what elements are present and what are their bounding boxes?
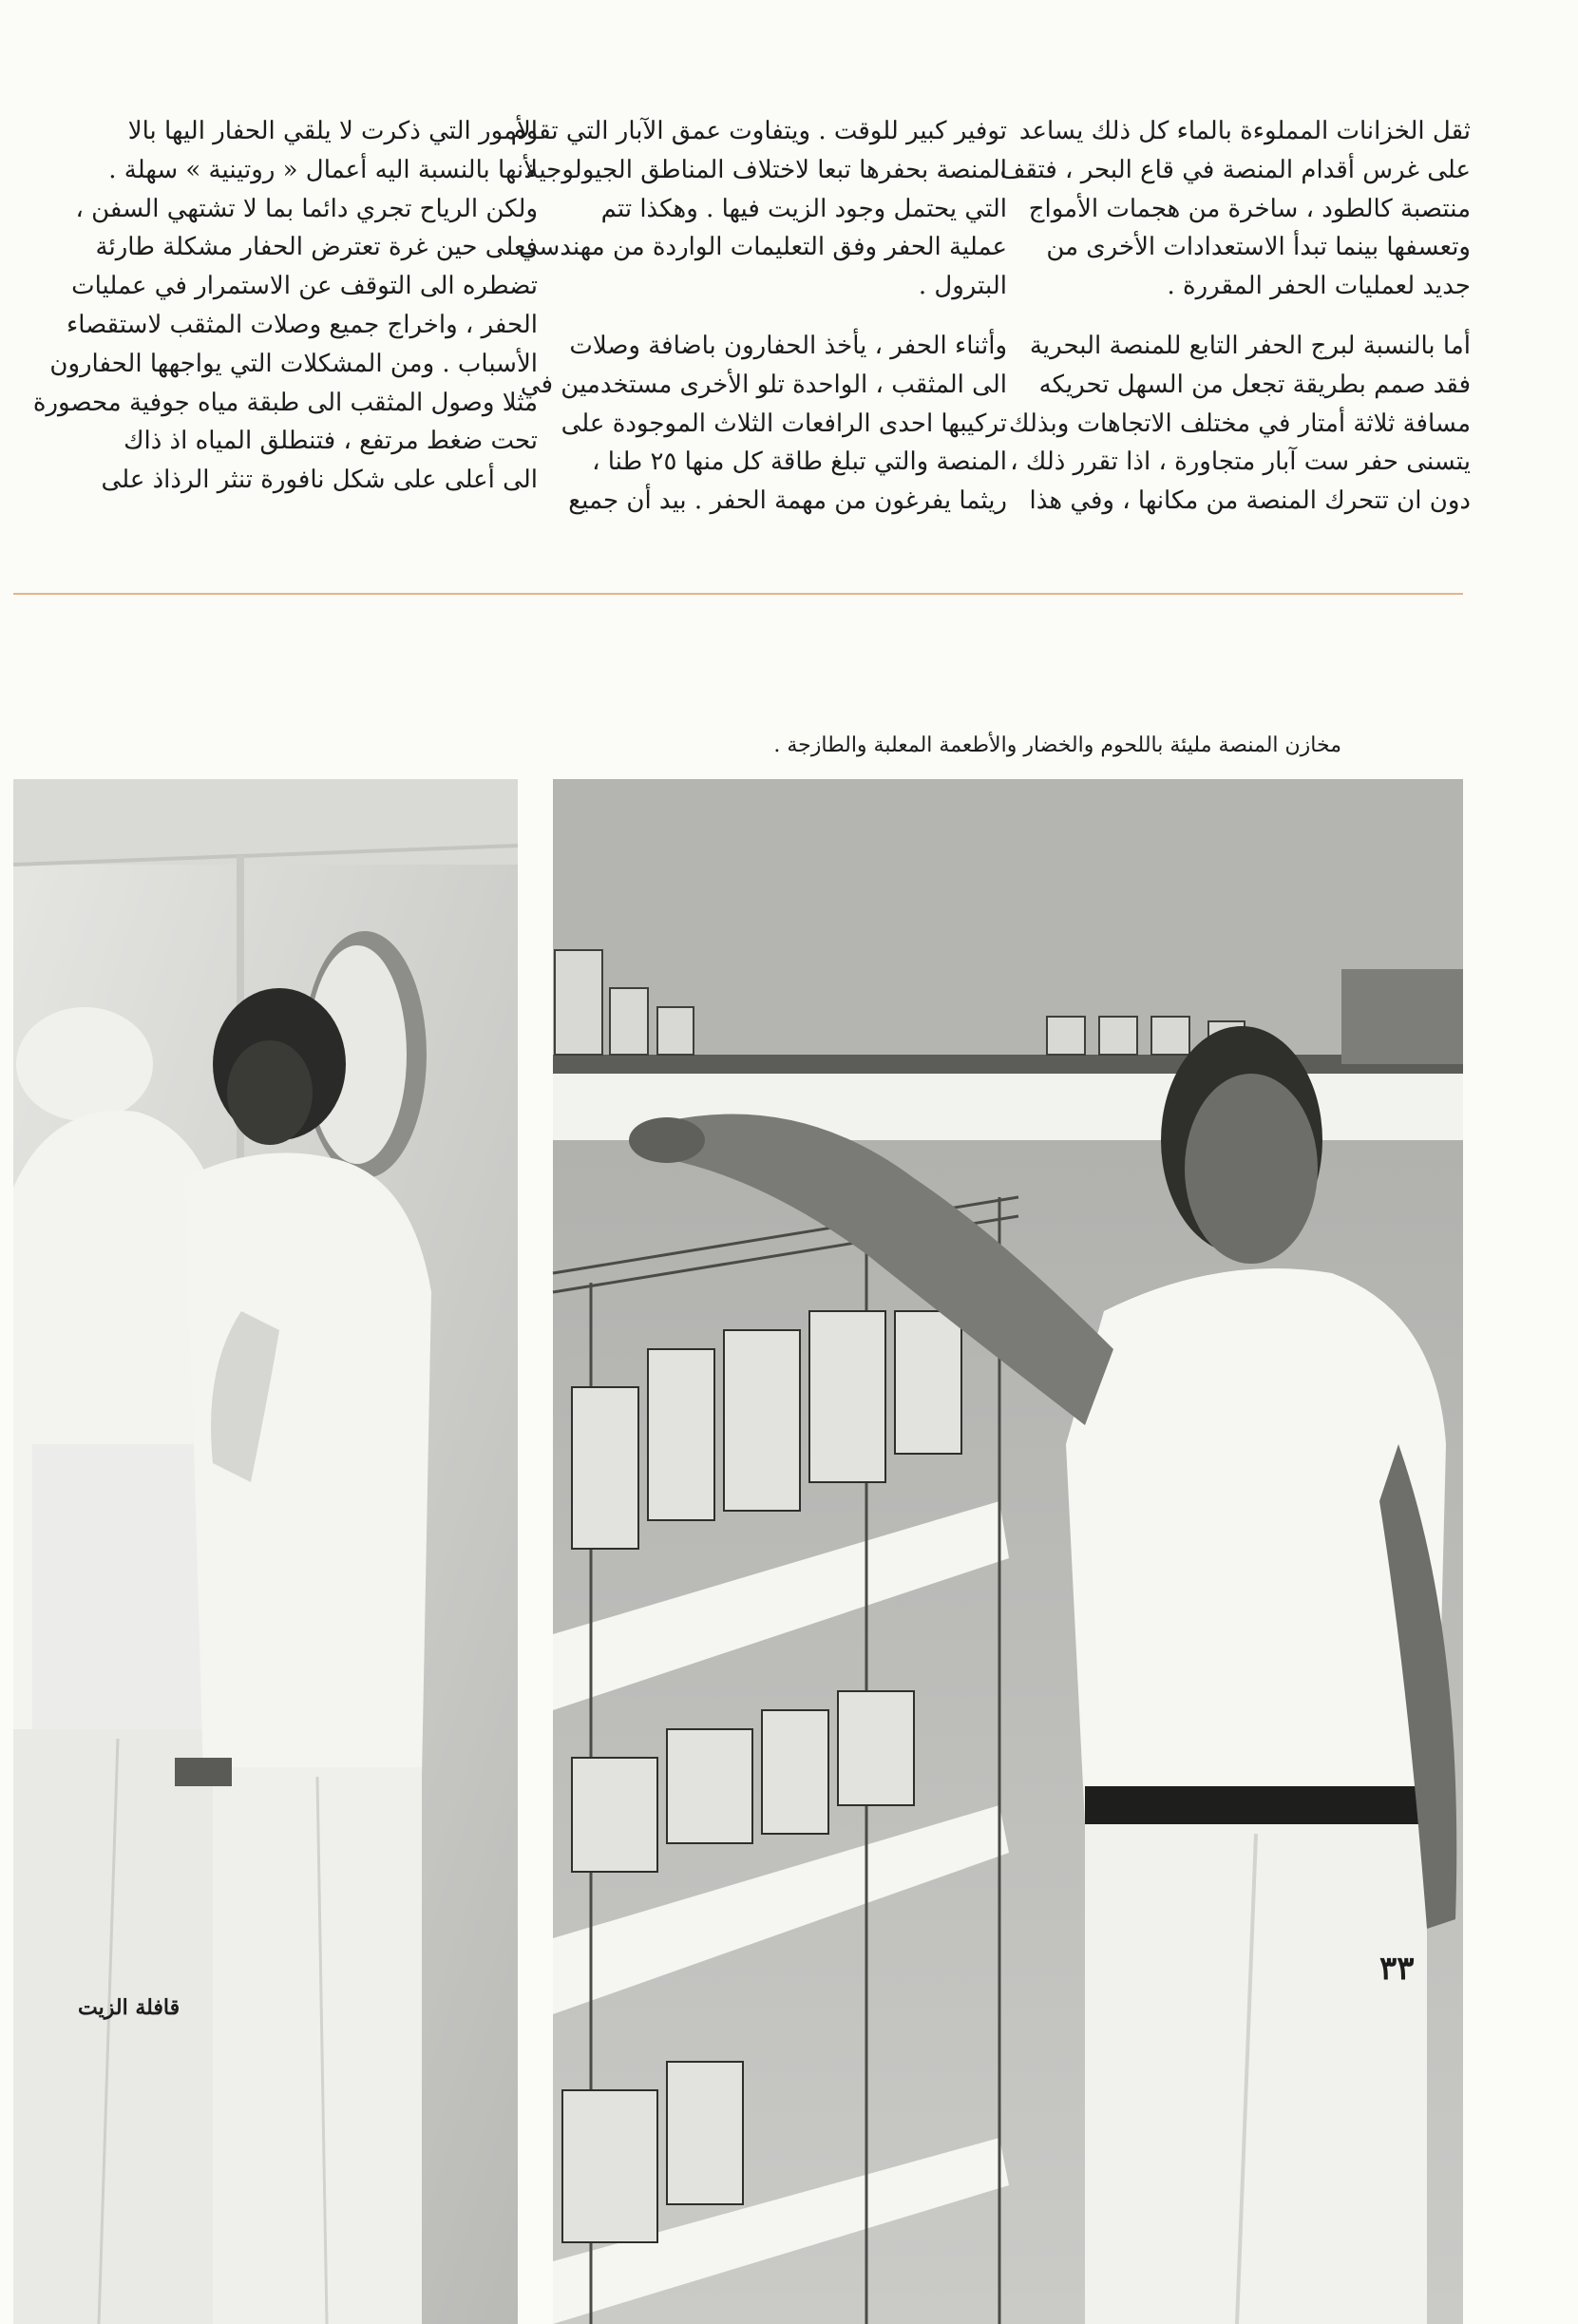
article-paragraph bbox=[1009, 327, 1471, 521]
article-line: المنصة والتي تبلغ طاقة كل منها ٢٥ طنا ، bbox=[592, 448, 1007, 477]
photo-caption: مخازن المنصة مليئة باللحوم والخضار والأطعمة المعلبة والطازجة . bbox=[773, 733, 1341, 757]
article-paragraph bbox=[510, 112, 1007, 306]
section-divider bbox=[13, 593, 1463, 595]
article-line: فعلى حين غرة تعترض الحفار مشكلة طارئة bbox=[95, 233, 538, 262]
article-line: الى المثقب ، الواحدة تلو الأخرى مستخدمين في bbox=[520, 370, 1007, 399]
article-line: دون ان تتحرك المنصة من مكانها ، وفي هذا bbox=[1029, 486, 1471, 516]
article-column-left bbox=[32, 112, 538, 549]
article-line: يتسنى حفر ست آبار متجاورة ، اذا تقرر ذلك ، bbox=[1010, 448, 1471, 477]
article-column-right bbox=[999, 112, 1471, 549]
article-line: البترول . bbox=[918, 272, 1007, 301]
article-line: جديد لعمليات الحفر المقررة . bbox=[1167, 272, 1471, 301]
article-line: منتصبة كالطود ، ساخرة من هجمات الأمواج bbox=[1028, 194, 1471, 223]
article-line: توفير كبير للوقت . ويتفاوت عمق الآبار التي تقوم bbox=[510, 117, 1007, 145]
article-line: وأثناء الحفر ، يأخذ الحفارون باضافة وصلات bbox=[569, 331, 1007, 360]
pantry-photo-illustration bbox=[553, 779, 1463, 2324]
article-line: ثقل الخزانات المملوءة بالماء كل ذلك يساعد bbox=[1018, 117, 1471, 145]
article-line: عملية الحفر وفق التعليمات الواردة من مهندسي bbox=[518, 233, 1007, 262]
article-line: تركيبها احدى الرافعات الثلاث الموجودة على bbox=[561, 409, 1007, 438]
article-column-middle bbox=[510, 112, 1007, 549]
article-line: الأمور التي ذكرت لا يلقي الحفار اليها بالا bbox=[127, 117, 538, 145]
article-line: وتعسفها بينما تبدأ الاستعدادات الأخرى من bbox=[1046, 233, 1471, 262]
article-line: لأنها بالنسبة اليه أعمال « روتينية » سهلة . bbox=[108, 155, 538, 184]
paragraph-gap bbox=[553, 306, 1007, 327]
article-line: تضطره الى التوقف عن الاستمرار في عمليات bbox=[71, 272, 538, 301]
article-line: الأسباب . ومن المشكلات التي يواجهها الحفارون bbox=[49, 349, 538, 378]
article-paragraph bbox=[520, 327, 1007, 521]
article-line: ريثما يفرغون من مهمة الحفر . بيد أن جميع bbox=[568, 486, 1007, 516]
photo-pantry-shelves bbox=[553, 779, 1463, 2324]
paragraph-gap bbox=[1017, 306, 1471, 327]
article-paragraph bbox=[32, 112, 538, 500]
article-line: المنصة بحفرها تبعا لاختلاف المناطق الجيولوجية bbox=[525, 155, 1007, 184]
article-line: أما بالنسبة لبرج الحفر التابع للمنصة البحرية bbox=[1029, 331, 1471, 360]
article-line: الحفر ، واخراج جميع وصلات المثقب لاستقصاء bbox=[66, 310, 538, 339]
article-line: تحت ضغط مرتفع ، فتنطلق المياه اذ ذاك bbox=[124, 427, 538, 456]
photo-kitchen-cooks bbox=[13, 779, 518, 2324]
publication-name: قافلة الزيت bbox=[78, 1995, 181, 2020]
kitchen-photo-illustration bbox=[13, 779, 518, 2324]
page-number: ٣٣ bbox=[1379, 1950, 1415, 1988]
article-line: على غرس أقدام المنصة في قاع البحر ، فتقف bbox=[999, 155, 1471, 184]
article-line: الى أعلى على شكل نافورة تنثر الرذاذ على bbox=[101, 466, 538, 495]
article-paragraph bbox=[999, 112, 1471, 306]
article-line: مسافة ثلاثة أمتار في مختلف الاتجاهات وبذلك bbox=[1009, 409, 1471, 438]
article-line: التي يحتمل وجود الزيت فيها . وهكذا تتم bbox=[600, 194, 1007, 223]
article-line: فقد صمم بطريقة تجعل من السهل تحريكه bbox=[1038, 370, 1471, 399]
article-line: ولكن الرياح تجري دائما بما لا تشتهي السفن ، bbox=[75, 194, 538, 223]
article-line: مثلا وصول المثقب الى طبقة مياه جوفية محصورة bbox=[32, 388, 538, 417]
